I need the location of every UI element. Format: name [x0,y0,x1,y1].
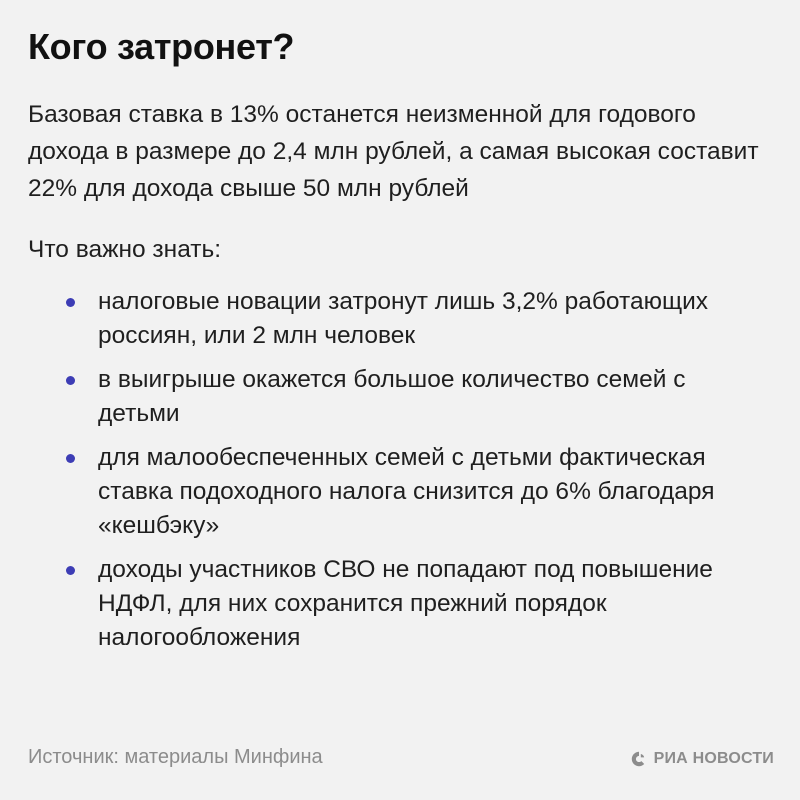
list-item [62,285,772,353]
list-item-text: в выигрыше окажется большое количество семей с детьми [98,366,686,427]
list-item [62,553,772,655]
ria-novosti-logo-icon [630,750,648,768]
publisher-logo [630,750,774,768]
lead-paragraph: Базовая ставка в 13% останется неизменной для годового дохода в размере до 2,4 млн рублей, а самая высокая составит 22% для дохода свыше 50 млн рублей [28,101,759,202]
list-item [62,363,772,431]
logo-text: РИА НОВОСТИ [653,750,774,767]
list-item-text: для малообеспеченных семей с детьми фактическая ставка подоходного налога снизится до 6% благодаря «кешбэку» [98,444,715,539]
list-item [62,441,772,543]
bullet-list [62,285,772,665]
bullet-dot-icon [66,566,75,575]
bullet-dot-icon [66,454,75,463]
list-item-text: налоговые новации затронут лишь 3,2% работающих россиян, или 2 млн человек [98,288,709,349]
bullet-dot-icon [66,376,75,385]
intro-text: Что важно знать: [28,236,222,263]
list-item-text: доходы участников СВО не попадают под повышение НДФЛ, для них сохранится прежний порядок налогообложения [98,556,713,651]
source-note: Источник: материалы Минфина [28,746,323,768]
bullet-dot-icon [66,298,75,307]
page-title: Кого затронет? [28,26,295,67]
